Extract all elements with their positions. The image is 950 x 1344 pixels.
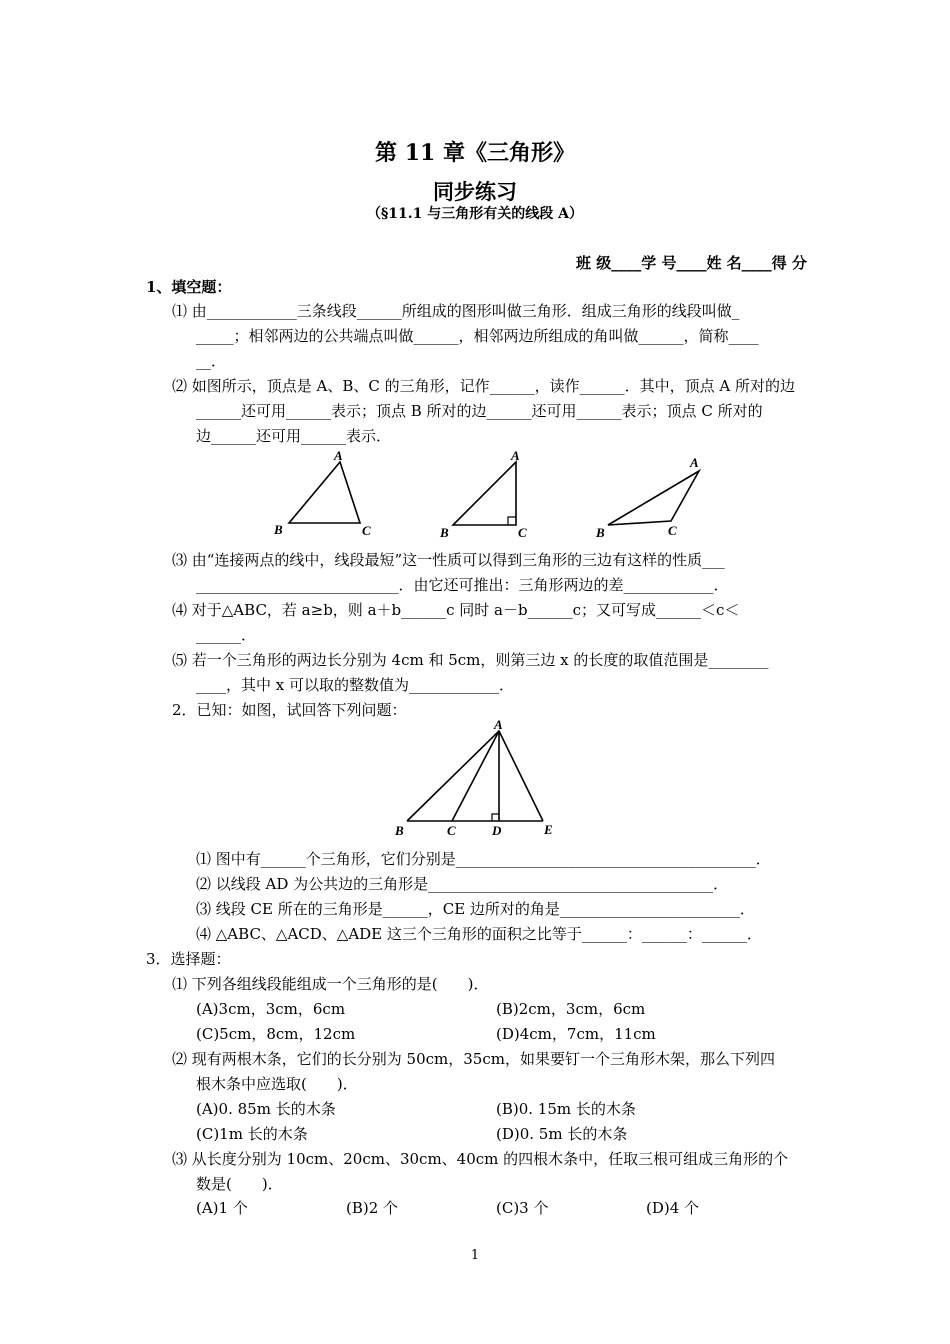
triangle-figure-obtuse — [592, 448, 722, 543]
document-subtitle: 同步练习 — [433, 179, 517, 204]
q1-line: ______． — [196, 626, 257, 644]
triangle-figure-acute — [270, 448, 390, 543]
q3-option: (A)3cm，3cm，6cm — [196, 1000, 346, 1018]
vertex-label: B — [395, 823, 404, 838]
q3-option: (A)1 个 — [196, 1199, 248, 1217]
q1-line: ⑴ 由____________三条线段______所组成的图形叫做三角形．组成三角形的线段叫做_ — [172, 302, 740, 320]
triangle-figure-right — [436, 448, 546, 543]
q3-option: (C)5cm，8cm，12cm — [196, 1025, 356, 1043]
q2-line: ⑴ 图中有______个三角形，它们分别是________________________________________． — [196, 850, 771, 868]
q3-stem: ⑵ 现有两根木条，它们的长分别为 50cm，35cm，如果要钉一个三角形木架，那么下列四 — [172, 1050, 775, 1068]
vertex-label: C — [518, 525, 527, 540]
q3-stem: ⑴ 下列各组线段能组成一个三角形的是( )． — [172, 975, 489, 993]
q3-option: (A)0. 85m 长的木条 — [196, 1100, 336, 1118]
vertex-label: B — [596, 525, 605, 540]
q3-option: (B)2 个 — [346, 1199, 399, 1217]
q1-line: 边______还可用______表示． — [196, 427, 392, 445]
q1-heading: 1、填空题： — [146, 278, 232, 296]
q1-line: __． — [196, 352, 227, 370]
q3-option: (C)1m 长的木条 — [196, 1125, 308, 1143]
section-heading: （§11.1 与三角形有关的线段 A） — [366, 206, 584, 222]
vertex-label: C — [447, 823, 456, 838]
q2-heading: 2．已知：如图，试回答下列问题： — [172, 701, 407, 719]
triangle-figure-q2 — [390, 718, 560, 843]
vertex-label: D — [492, 823, 502, 838]
q1-line: ______还可用______表示；顶点 B 所对的边______还可用______表示；顶点 C 所对的 — [196, 402, 763, 420]
vertex-label: E — [544, 822, 553, 837]
page-number: 1 — [470, 1248, 480, 1263]
q2-line: ⑷ △ABC、△ACD、△ADE 这三个三角形的面积之比等于______：______：______． — [196, 925, 762, 943]
student-info: 班 级____学 号____姓 名____得 分 — [576, 254, 807, 272]
q3-option: (D)0. 5m 长的木条 — [496, 1125, 628, 1143]
q3-option: (D)4cm，7cm，11cm — [496, 1025, 656, 1043]
document-title: 第 11 章《三角形》 — [375, 140, 575, 166]
q3-stem: 数是( )． — [196, 1175, 283, 1193]
q3-option: (D)4 个 — [646, 1199, 700, 1217]
q2-line: ⑵ 以线段 AD 为公共边的三角形是______________________________________． — [196, 875, 729, 893]
vertex-label: B — [274, 522, 283, 537]
q3-option: (B)0. 15m 长的木条 — [496, 1100, 636, 1118]
vertex-label: A — [511, 448, 520, 463]
q3-heading: 3．选择题： — [146, 950, 231, 968]
vertex-label: A — [494, 718, 503, 732]
vertex-label: A — [334, 448, 343, 463]
q3-option: (C)3 个 — [496, 1199, 549, 1217]
vertex-label: C — [668, 523, 677, 538]
q1-line: ⑸ 若一个三角形的两边长分别为 4cm 和 5cm，则第三边 x 的长度的取值范围是________ — [172, 651, 769, 669]
q1-line: ____，其中 x 可以取的整数值为____________． — [196, 676, 514, 694]
q1-line: ⑷ 对于△ABC，若 a≥b，则 a＋b______c 同时 a－b______c；又可写成______＜c＜ — [172, 601, 740, 619]
q1-line: ⑵ 如图所示，顶点是 A、B、C 的三角形，记作______，读作______．其中，顶点 A 所对的边 — [172, 377, 796, 395]
q1-line: ___________________________．由它还可推出：三角形两边的差____________． — [196, 576, 729, 594]
vertex-label: C — [362, 523, 371, 538]
q3-option: (B)2cm，3cm，6cm — [496, 1000, 646, 1018]
q1-line: ⑶ 由“连接两点的线中，线段最短”这一性质可以得到三角形的三边有这样的性质___ — [172, 551, 725, 569]
q3-stem: ⑶ 从长度分别为 10cm、20cm、30cm、40cm 的四根木条中，任取三根可组成三角形的个 — [172, 1150, 789, 1168]
q2-line: ⑶ 线段 CE 所在的三角形是______，CE 边所对的角是________________________． — [196, 900, 755, 918]
q3-stem: 根木条中应选取( )． — [196, 1075, 358, 1093]
q1-line: _____；相邻两边的公共端点叫做______，相邻两边所组成的角叫做______，简称____ — [196, 327, 759, 345]
vertex-label: B — [440, 525, 449, 540]
vertex-label: A — [690, 455, 699, 470]
